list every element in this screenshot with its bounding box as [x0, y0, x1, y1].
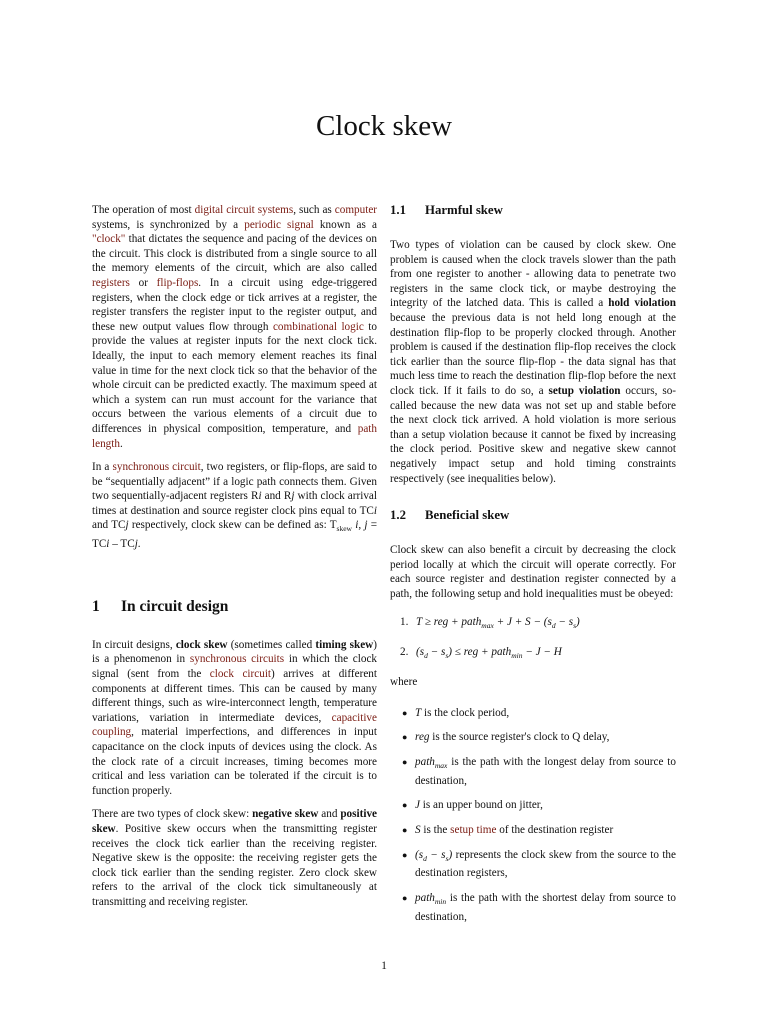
- math-var: j: [134, 538, 138, 551]
- section-heading-beneficial-skew: [390, 508, 676, 523]
- definition-list: [390, 706, 676, 925]
- math-part: (s: [415, 848, 424, 861]
- math-part: − s: [555, 616, 574, 629]
- text: of the destination register: [496, 823, 614, 836]
- text: , such as: [293, 204, 335, 216]
- inequality-2: [400, 645, 676, 664]
- where-label: where: [390, 676, 418, 689]
- math-var: i: [106, 538, 110, 551]
- text: .: [137, 538, 141, 551]
- inequality-list: [390, 615, 676, 664]
- definition-J: [390, 798, 676, 813]
- section-title: Harmful skew: [425, 203, 503, 217]
- math-subscript: skew: [336, 524, 352, 534]
- beneficial-skew-paragraph: Clock skew can also benefit a circuit by decreasing the clock period locally at which the circuit will operate correctly. For each source register and destination register connected by a path, the following setup and hold inequalities must be obeyed:: [390, 544, 676, 600]
- text: , two registers, or flip-flops, are said to be “sequentially adjacent” if a logic path connects them. Given two sequentially-adjacent registers R: [92, 461, 377, 503]
- math-part: ): [576, 616, 580, 629]
- text: and: [318, 808, 341, 821]
- section-number: 1.2: [390, 508, 406, 523]
- math-var: i, j: [351, 519, 368, 532]
- bold-term: positive skew: [92, 808, 377, 836]
- section-number: 1: [92, 597, 100, 615]
- text: is the: [420, 823, 451, 836]
- bullet-icon: ●: [402, 756, 408, 767]
- math-part: − s: [426, 848, 446, 861]
- text: respectively, clock skew can be defined as: T: [128, 519, 337, 532]
- text: is an upper bound on jitter,: [419, 799, 543, 812]
- text: to provide the values at register inputs for the next clock tick. Ideally, the input to each memory element reaches its final value in time for the next clock tick so that the behavior of the whole circuit can be predicted exactly. The maximum speed at which a system can run must account for the variance that occurs between the various elements of a circuit due to differences in physical composition, temperature, and: [92, 320, 378, 435]
- right-column: [390, 203, 676, 934]
- math-var: S: [415, 823, 421, 836]
- bullet-icon: ●: [402, 707, 408, 718]
- definition-path-min: [390, 891, 676, 924]
- math-var: J: [415, 799, 420, 812]
- math-subscript: max: [481, 621, 494, 631]
- bullet-icon: ●: [402, 892, 408, 903]
- bold-term: clock skew: [175, 638, 228, 651]
- math-var: path: [415, 891, 435, 904]
- math-var: T: [415, 706, 422, 719]
- intro-paragraph-2: [92, 460, 377, 552]
- link-path-length[interactable]: path length: [92, 422, 377, 450]
- text: is the path with the longest delay from source to destination,: [415, 755, 676, 787]
- math-expression: [415, 849, 452, 861]
- text: = TC: [92, 519, 378, 551]
- link-synchronous-circuits[interactable]: synchronous circuits: [189, 653, 285, 666]
- text: ) is a phenomenon in: [92, 638, 377, 666]
- text: with clock arrival times at destination and source register clock pins equal to TC: [92, 490, 377, 517]
- text: that dictates the sequence and pacing of the devices on the circuit. This clock is distributed from a single source to all the memory elements of the circuit, which are also called: [92, 233, 377, 275]
- section-heading-in-circuit-design: [92, 598, 377, 616]
- list-number: 1.: [400, 616, 409, 629]
- bold-term: timing skew: [315, 638, 374, 651]
- text: is the clock period,: [421, 706, 510, 719]
- text: known as a: [313, 218, 377, 231]
- definition-T: [390, 706, 676, 721]
- text: , material imperfections, and differences in input capacitance on the clock inputs of devices using the clock. As the clock rate of a circuit increases, timing becomes more critical and less variation can be tolerated if the circuit is to function properly.: [92, 726, 377, 797]
- math-part: + J + S − (s: [493, 616, 552, 629]
- link-registers[interactable]: registers: [92, 276, 130, 289]
- text: – TC: [109, 538, 135, 551]
- text: In a: [92, 461, 113, 474]
- section-title: In circuit design: [121, 597, 229, 615]
- list-number: 2.: [400, 646, 409, 659]
- math-subscript: s: [445, 853, 449, 863]
- text: and TC: [92, 519, 126, 532]
- left-column: [92, 203, 377, 919]
- math-expression: [416, 646, 562, 661]
- text: systems, is synchronized by a: [92, 218, 245, 231]
- text: The operation of most: [92, 204, 195, 216]
- bullet-icon: ●: [402, 824, 408, 835]
- definition-path-max: [390, 755, 676, 788]
- link-combinational-logic[interactable]: combinational logic: [272, 320, 364, 333]
- math-var: j: [125, 519, 129, 532]
- math-var: i: [373, 504, 377, 517]
- text: ) arrives at different components at different times. This can be caused by many different things, such as wire-interconnect length, temperature variations, variation in intermediate devices,: [92, 668, 377, 724]
- math-var: i: [258, 490, 262, 503]
- math-subscript: d: [423, 853, 427, 863]
- bullet-icon: ●: [402, 800, 408, 811]
- intro-paragraph-1: [92, 203, 377, 451]
- text: .: [119, 437, 123, 450]
- section-title: Beneficial skew: [425, 508, 510, 523]
- link-synchronous-circuit[interactable]: synchronous circuit: [112, 461, 201, 474]
- bold-term: hold violation: [608, 297, 677, 310]
- section1-paragraph-2: [92, 807, 377, 909]
- link-computer[interactable]: computer: [334, 204, 378, 216]
- link-setup-time[interactable]: setup time: [450, 823, 497, 836]
- text: in which the clock signal (sent from the: [92, 653, 378, 681]
- bold-term: negative skew: [252, 808, 319, 821]
- text: Two types of violation can be caused by clock skew. One problem is caused when the clock travels slower than the path from one register to another - allowing data to penetrate two registers in the same clock tick, or maybe destroying the integrity of the latched data. This is called a: [390, 239, 676, 310]
- text: . In a circuit using edge-triggered registers, when the clock edge or tick arrives at a register, the register transfers the register input to the register output, and these new output values flow through: [92, 276, 377, 333]
- math-part: − J − H: [522, 646, 562, 659]
- section-number: 1.1: [390, 203, 406, 217]
- bullet-icon: ●: [402, 732, 408, 743]
- math-subscript: min: [434, 897, 447, 907]
- text: because the previous data is not held long enough at the destination flip-flop to be properly clocked through. Another problem is caused if the destination flip-flop receives the clock tick earlier than the source flip-flop - the data signal has that much less time to reach the destination flip-flop before the next clock tick. If it fails to do so, a: [390, 311, 676, 397]
- document-title: Clock skew: [315, 110, 453, 142]
- text: There are two types of clock skew:: [92, 808, 253, 821]
- link-clock-circuit[interactable]: clock circuit: [209, 668, 272, 681]
- section1-paragraph-1: [92, 638, 377, 799]
- text: occurs, so-called because the new data was not set up and stable before the next clock tick arrived. A hold violation is more serious than a setup violation because it cannot be fixed by increasing the clock period. Positive skew and negative skew cannot negatively impact setup and hold timing constraints respectively (see inequalities below).: [390, 384, 677, 485]
- math-var: path: [415, 755, 435, 768]
- math-var: reg: [415, 731, 430, 744]
- math-part: (s: [416, 646, 425, 659]
- text: In circuit designs,: [92, 638, 176, 651]
- link-digital-circuit-systems[interactable]: digital circuit systems: [194, 204, 294, 216]
- math-part: T ≥ reg + path: [416, 616, 482, 629]
- section-heading-harmful-skew: [390, 203, 676, 218]
- math-subscript: s: [573, 621, 577, 631]
- text: is the path with the shortest delay from source to destination,: [415, 891, 676, 923]
- text: is the source register's clock to Q delay,: [429, 731, 610, 744]
- page-number: 1: [381, 960, 387, 972]
- math-subscript: min: [511, 651, 523, 661]
- definition-skew: [390, 848, 676, 881]
- math-subscript: s: [445, 651, 449, 661]
- link-clock[interactable]: "clock": [92, 233, 126, 246]
- bold-term: setup violation: [548, 384, 621, 397]
- definition-reg: [390, 730, 676, 745]
- text: . Positive skew occurs when the transmitting register receives the clock tick earlier than the receiving register. Negative skew is the opposite: the receiving register gets the clock tick earlier than the sending register. Zero clock skew refers to the arrival of the clock tick simultaneously at transmitting and receiving register.: [92, 823, 377, 908]
- math-expression: [416, 616, 580, 631]
- bullet-icon: ●: [402, 849, 408, 860]
- math-subscript: d: [424, 651, 428, 661]
- math-part: ): [448, 848, 453, 861]
- math-var: j: [291, 490, 295, 503]
- inequality-1: [400, 615, 676, 634]
- link-flip-flops[interactable]: flip-flops: [156, 276, 199, 289]
- definition-S: [390, 823, 676, 838]
- link-periodic-signal[interactable]: periodic signal: [244, 218, 314, 231]
- text: represents the clock skew from the source to the destination registers,: [415, 848, 676, 880]
- text: (sometimes called: [227, 638, 316, 651]
- math-subscript: max: [434, 761, 448, 771]
- text: or: [129, 276, 157, 289]
- harmful-skew-paragraph: [390, 238, 676, 486]
- math-subscript: d: [551, 621, 556, 631]
- math-part: ) ≤ reg + path: [448, 646, 512, 659]
- text: and R: [261, 490, 292, 503]
- math-part: − s: [427, 646, 446, 659]
- link-capacitive-coupling[interactable]: capacitive coupling: [92, 711, 377, 739]
